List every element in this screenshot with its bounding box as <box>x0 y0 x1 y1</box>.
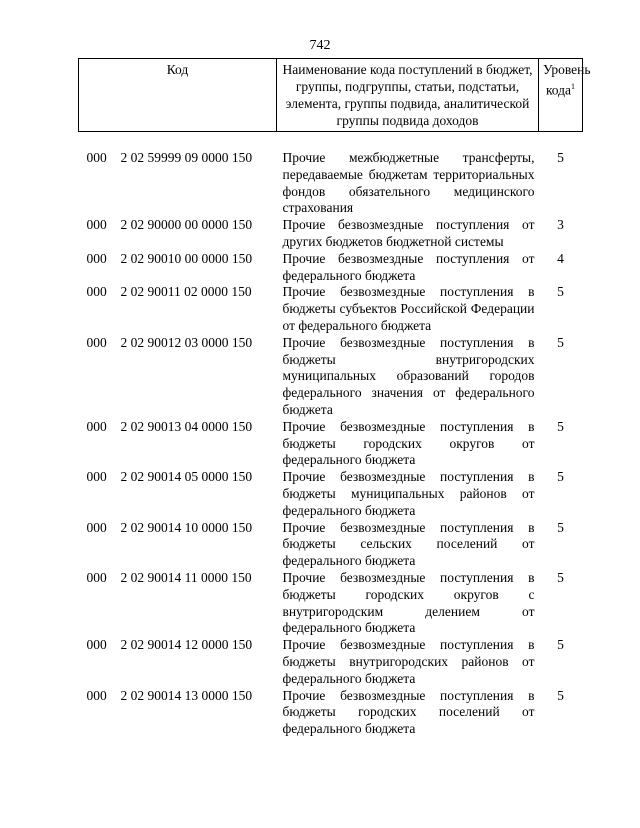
code-level-cell: 5 <box>557 519 564 535</box>
page-number: 742 <box>309 38 331 53</box>
admin-code-cell: 000 <box>86 284 107 300</box>
budget-code-cell: 2 02 90010 00 0000 150 <box>120 250 253 266</box>
code-level-cell: 5 <box>557 334 564 350</box>
revenue-name-cell: Прочие безвозмездные поступления в бюджеты городских округов от федерального бюджета <box>282 418 535 468</box>
table-row <box>79 570 583 637</box>
revenue-name-cell: Прочие безвозмездные поступления от других бюджетов бюджетной системы <box>282 217 535 249</box>
table-row <box>79 150 583 217</box>
budget-code-cell: 2 02 90014 13 0000 150 <box>120 687 253 703</box>
budget-code-cell: 2 02 59999 09 0000 150 <box>120 150 253 165</box>
budget-code-cell: 2 02 90012 03 0000 150 <box>120 334 253 350</box>
revenue-name-cell: Прочие безвозмездные поступления в бюджеты внутригородских муниципальных образований городов федерального значения от федерального бюджета <box>282 334 535 417</box>
table-header-row <box>79 59 583 132</box>
table-row <box>79 217 583 251</box>
budget-code-cell: 2 02 90011 02 0000 150 <box>120 284 252 300</box>
revenue-name-cell: Прочие безвозмездные поступления от федерального бюджета <box>282 250 535 283</box>
revenue-name-cell: Прочие межбюджетные трансферты, передаваемые бюджетам территориальных фондов обязательного медицинского страхования <box>282 150 535 216</box>
revenue-name-cell: Прочие безвозмездные поступления в бюджеты внутригородских районов от федерального бюджета <box>282 637 535 686</box>
admin-code-cell: 000 <box>86 250 107 266</box>
admin-code-cell: 000 <box>86 334 107 350</box>
admin-code-cell: 000 <box>86 519 107 535</box>
budget-code-cell: 2 02 90014 12 0000 150 <box>120 637 253 653</box>
table-row <box>79 469 583 519</box>
revenue-name-cell: Прочие безвозмездные поступления в бюджеты городских поселений от федерального бюджета <box>282 687 535 737</box>
table-row <box>79 419 583 469</box>
code-level-cell: 5 <box>557 469 564 485</box>
admin-code-cell: 000 <box>86 469 107 485</box>
code-level-cell: 5 <box>557 418 564 434</box>
table-row <box>79 637 583 687</box>
admin-code-cell: 000 <box>86 418 107 434</box>
table-row <box>79 688 583 738</box>
spacer-row <box>79 132 583 151</box>
name-column-header: Наименование кода поступлений в бюджет, группы, подгруппы, статьи, подстатьи, элемента, группы подвида, аналитической группы подвида доходов <box>277 59 539 132</box>
admin-code-cell: 000 <box>86 637 107 653</box>
revenue-name-cell: Прочие безвозмездные поступления в бюджеты субъектов Российской Федерации от федерального бюджета <box>282 284 535 333</box>
budget-code-cell: 2 02 90014 11 0000 150 <box>120 569 252 585</box>
level-header-text: Уровень кода <box>543 62 591 98</box>
code-level-cell: 5 <box>557 284 564 300</box>
revenue-codes-table <box>78 58 591 738</box>
admin-code-cell: 000 <box>86 569 107 585</box>
code-level-cell: 5 <box>557 637 564 653</box>
code-level-cell: 5 <box>557 569 564 585</box>
table-body <box>79 132 583 738</box>
revenue-name-cell: Прочие безвозмездные поступления в бюджеты сельских поселений от федерального бюджета <box>282 519 535 569</box>
budget-code-cell: 2 02 90013 04 0000 150 <box>120 418 253 434</box>
table-row <box>79 251 583 285</box>
admin-code-cell: 000 <box>86 687 107 703</box>
level-footnote-mark: 1 <box>571 82 576 91</box>
code-level-cell: 3 <box>557 217 564 233</box>
admin-code-cell: 000 <box>86 150 107 165</box>
budget-code-cell: 2 02 90000 00 0000 150 <box>120 217 253 233</box>
revenue-name-cell: Прочие безвозмездные поступления в бюджеты городских округов с внутригородским делением от федерального бюджета <box>282 569 535 636</box>
admin-code-cell: 000 <box>86 217 107 233</box>
code-level-cell: 5 <box>557 150 564 165</box>
code-column-header: Код <box>79 59 277 132</box>
table-row <box>79 520 583 570</box>
table-row <box>79 335 583 419</box>
table-row <box>79 284 583 334</box>
budget-code-cell: 2 02 90014 10 0000 150 <box>120 519 253 535</box>
code-level-cell: 5 <box>557 687 564 703</box>
code-level-cell: 4 <box>557 250 564 266</box>
revenue-name-cell: Прочие безвозмездные поступления в бюджеты муниципальных районов от федерального бюджета <box>282 469 535 518</box>
budget-code-cell: 2 02 90014 05 0000 150 <box>120 469 253 485</box>
level-column-header <box>539 59 591 132</box>
